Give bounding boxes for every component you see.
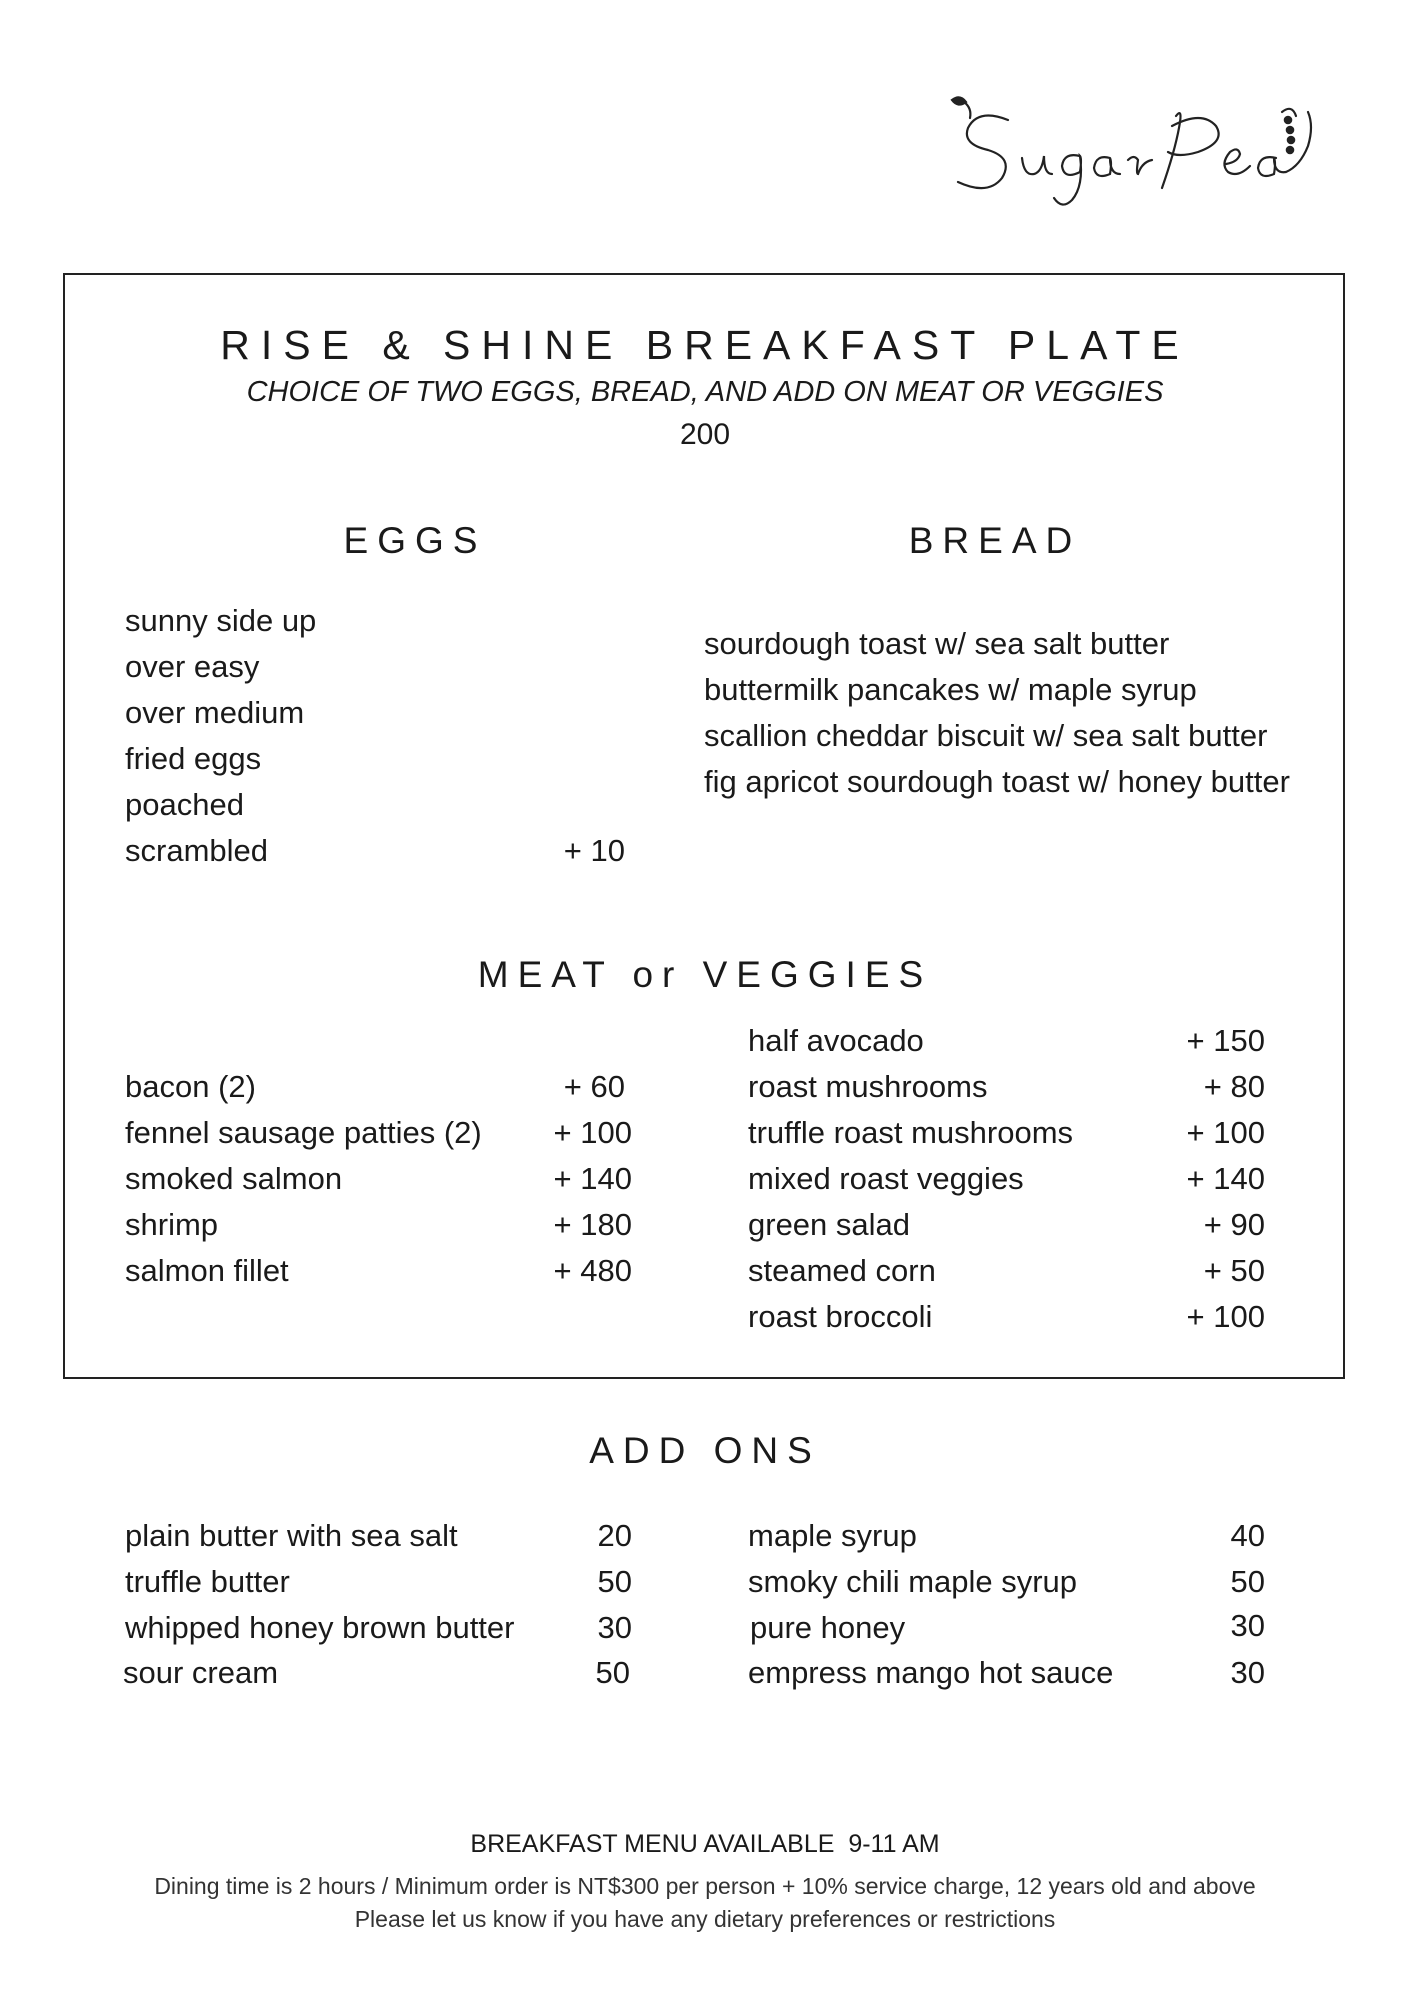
- dietary-note: Please let us know if you have any dietary preferences or restrictions: [354, 1906, 1056, 1932]
- bread-item: buttermilk pancakes w/ maple syrup: [704, 672, 1197, 707]
- veggie-item: half avocado: [748, 1023, 924, 1058]
- veggie-price: + 150: [1186, 1023, 1265, 1058]
- meat-veggies-heading: MEAT or VEGGIES: [477, 954, 933, 995]
- meat-price: + 180: [553, 1207, 632, 1242]
- add-on-price: 30: [597, 1610, 632, 1645]
- add-on-item: maple syrup: [748, 1518, 917, 1553]
- add-on-item: truffle butter: [125, 1564, 290, 1599]
- veggie-price: + 100: [1186, 1115, 1265, 1150]
- veggie-price: + 100: [1186, 1299, 1265, 1334]
- plate-price: 200: [679, 418, 731, 451]
- bread-heading: BREAD: [908, 520, 1082, 561]
- plate-title: RISE & SHINE BREAKFAST PLATE: [220, 322, 1190, 368]
- add-on-price: 50: [597, 1564, 632, 1599]
- add-on-price: 30: [1230, 1655, 1265, 1690]
- veggie-item: truffle roast mushrooms: [748, 1115, 1074, 1150]
- plate-subtitle: CHOICE OF TWO EGGS, BREAD, AND ADD ON MEAT OR VEGGIES: [246, 376, 1164, 408]
- policy-note: Dining time is 2 hours / Minimum order is NT$300 per person + 10% service charge, 12 years old and above: [154, 1873, 1256, 1899]
- egg-item: over easy: [125, 649, 260, 684]
- add-on-item: sour cream: [123, 1655, 279, 1690]
- meat-item: fennel sausage patties (2): [125, 1115, 482, 1150]
- availability-note: BREAKFAST MENU AVAILABLE 9-11 AM: [470, 1830, 940, 1858]
- meat-item: salmon fillet: [125, 1253, 289, 1288]
- veggie-item: steamed corn: [748, 1253, 936, 1288]
- veggie-item: green salad: [748, 1207, 911, 1242]
- add-ons-heading: ADD ONS: [589, 1430, 821, 1471]
- add-on-item: smoky chili maple syrup: [748, 1564, 1078, 1599]
- veggie-price: + 90: [1203, 1207, 1265, 1242]
- bread-item: scallion cheddar biscuit w/ sea salt butter: [704, 718, 1268, 753]
- veggie-item: roast mushrooms: [748, 1069, 988, 1104]
- veggie-price: + 140: [1186, 1161, 1265, 1196]
- egg-item: over medium: [125, 695, 305, 730]
- egg-item: sunny side up: [125, 603, 317, 638]
- bread-item: fig apricot sourdough toast w/ honey butter: [704, 764, 1290, 799]
- bread-item: sourdough toast w/ sea salt butter: [704, 626, 1170, 661]
- add-on-item: plain butter with sea salt: [125, 1518, 458, 1553]
- meat-price: + 480: [553, 1253, 632, 1288]
- meat-price: + 100: [553, 1115, 632, 1150]
- eggs-heading: EGGS: [343, 520, 487, 561]
- add-on-item: empress mango hot sauce: [748, 1655, 1114, 1690]
- veggie-item: mixed roast veggies: [748, 1161, 1024, 1196]
- add-on-price: 40: [1230, 1518, 1265, 1553]
- meat-item: bacon (2): [125, 1069, 256, 1104]
- add-on-price: 20: [597, 1518, 632, 1553]
- egg-price: + 10: [563, 833, 625, 868]
- veggie-item: roast broccoli: [748, 1299, 933, 1334]
- meat-item: smoked salmon: [125, 1161, 343, 1196]
- add-on-item: pure honey: [750, 1610, 906, 1645]
- meat-price: + 60: [563, 1069, 625, 1104]
- add-on-item: whipped honey brown butter: [125, 1610, 515, 1645]
- logo-script-graphic: [930, 80, 1350, 210]
- veggie-price: + 80: [1203, 1069, 1265, 1104]
- egg-item: poached: [125, 787, 244, 822]
- meat-price: + 140: [553, 1161, 632, 1196]
- add-on-price: 50: [595, 1655, 630, 1690]
- add-on-price: 30: [1230, 1608, 1265, 1643]
- egg-item: scrambled: [125, 833, 268, 868]
- egg-item: fried eggs: [125, 741, 262, 776]
- meat-item: shrimp: [125, 1207, 219, 1242]
- veggie-price: + 50: [1203, 1253, 1265, 1288]
- add-on-price: 50: [1230, 1564, 1265, 1599]
- sugarpea-logo: [930, 80, 1350, 210]
